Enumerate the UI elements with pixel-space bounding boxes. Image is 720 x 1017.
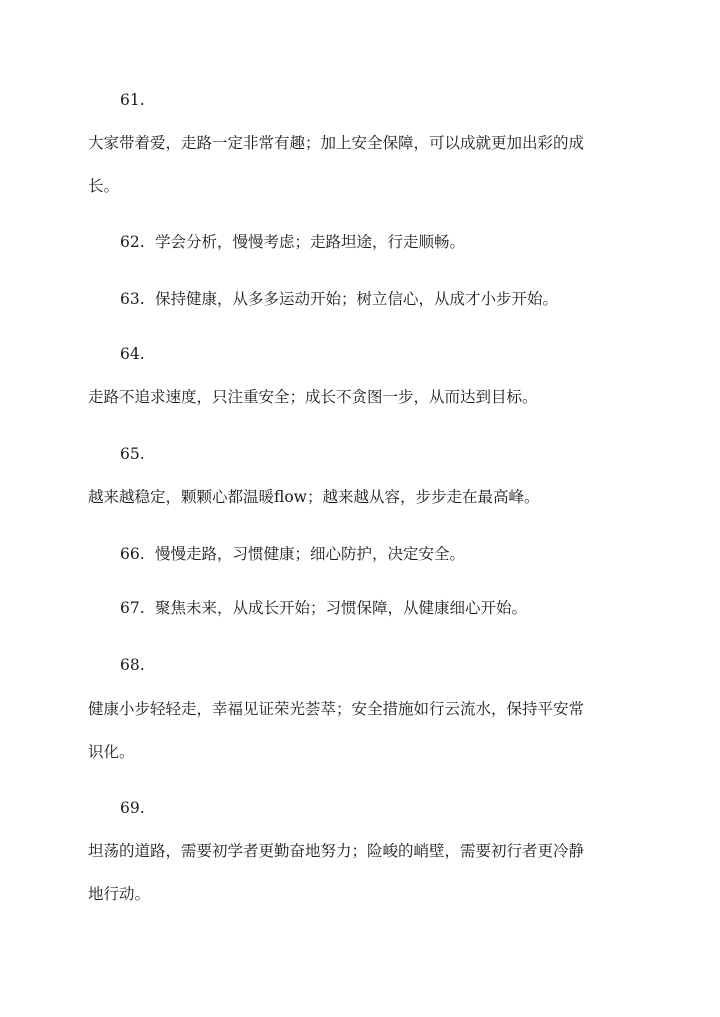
entry-text-line: 地行动。 [88, 885, 151, 903]
entry-text-line: 长。 [88, 177, 120, 195]
entry-text-line: 越来越稳定，颗颗心都温暖flow；越来越从容，步步走在最高峰。 [88, 488, 540, 506]
entry-text-line: 学会分析，慢慢考虑；走路坦途，行走顺畅。 [155, 233, 466, 251]
entry-number: 67. [120, 599, 145, 617]
entry-number: 64. [120, 345, 145, 363]
entry-number: 62. [120, 233, 145, 251]
entry-text-line: 聚焦未来，从成长开始；习惯保障，从健康细心开始。 [155, 599, 528, 617]
entry-text-line: 坦荡的道路，需要初学者更勤奋地努力；险峻的峭壁，需要初行者更冷静 [88, 842, 585, 860]
entry-number: 63. [120, 290, 145, 308]
entry-number: 66. [120, 545, 145, 563]
entry-number: 69. [120, 799, 145, 817]
entry-text-line: 识化。 [88, 743, 135, 761]
entry-number: 68. [120, 656, 145, 674]
entry-text-line: 慢慢走路，习惯健康；细心防护，决定安全。 [155, 545, 466, 563]
entry-text-line: 大家带着爱，走路一定非常有趣；加上安全保障，可以成就更加出彩的成 [88, 134, 585, 152]
entry-number: 65. [120, 445, 145, 463]
entry-text-line: 走路不追求速度，只注重安全；成长不贪图一步，从而达到目标。 [88, 388, 538, 406]
entry-text-line: 健康小步轻轻走，幸福见证荣光荟萃；安全措施如行云流水，保持平安常 [88, 700, 585, 718]
entry-text-line: 保持健康，从多多运动开始；树立信心，从成才小步开始。 [155, 290, 559, 308]
entry-number: 61. [120, 91, 145, 109]
